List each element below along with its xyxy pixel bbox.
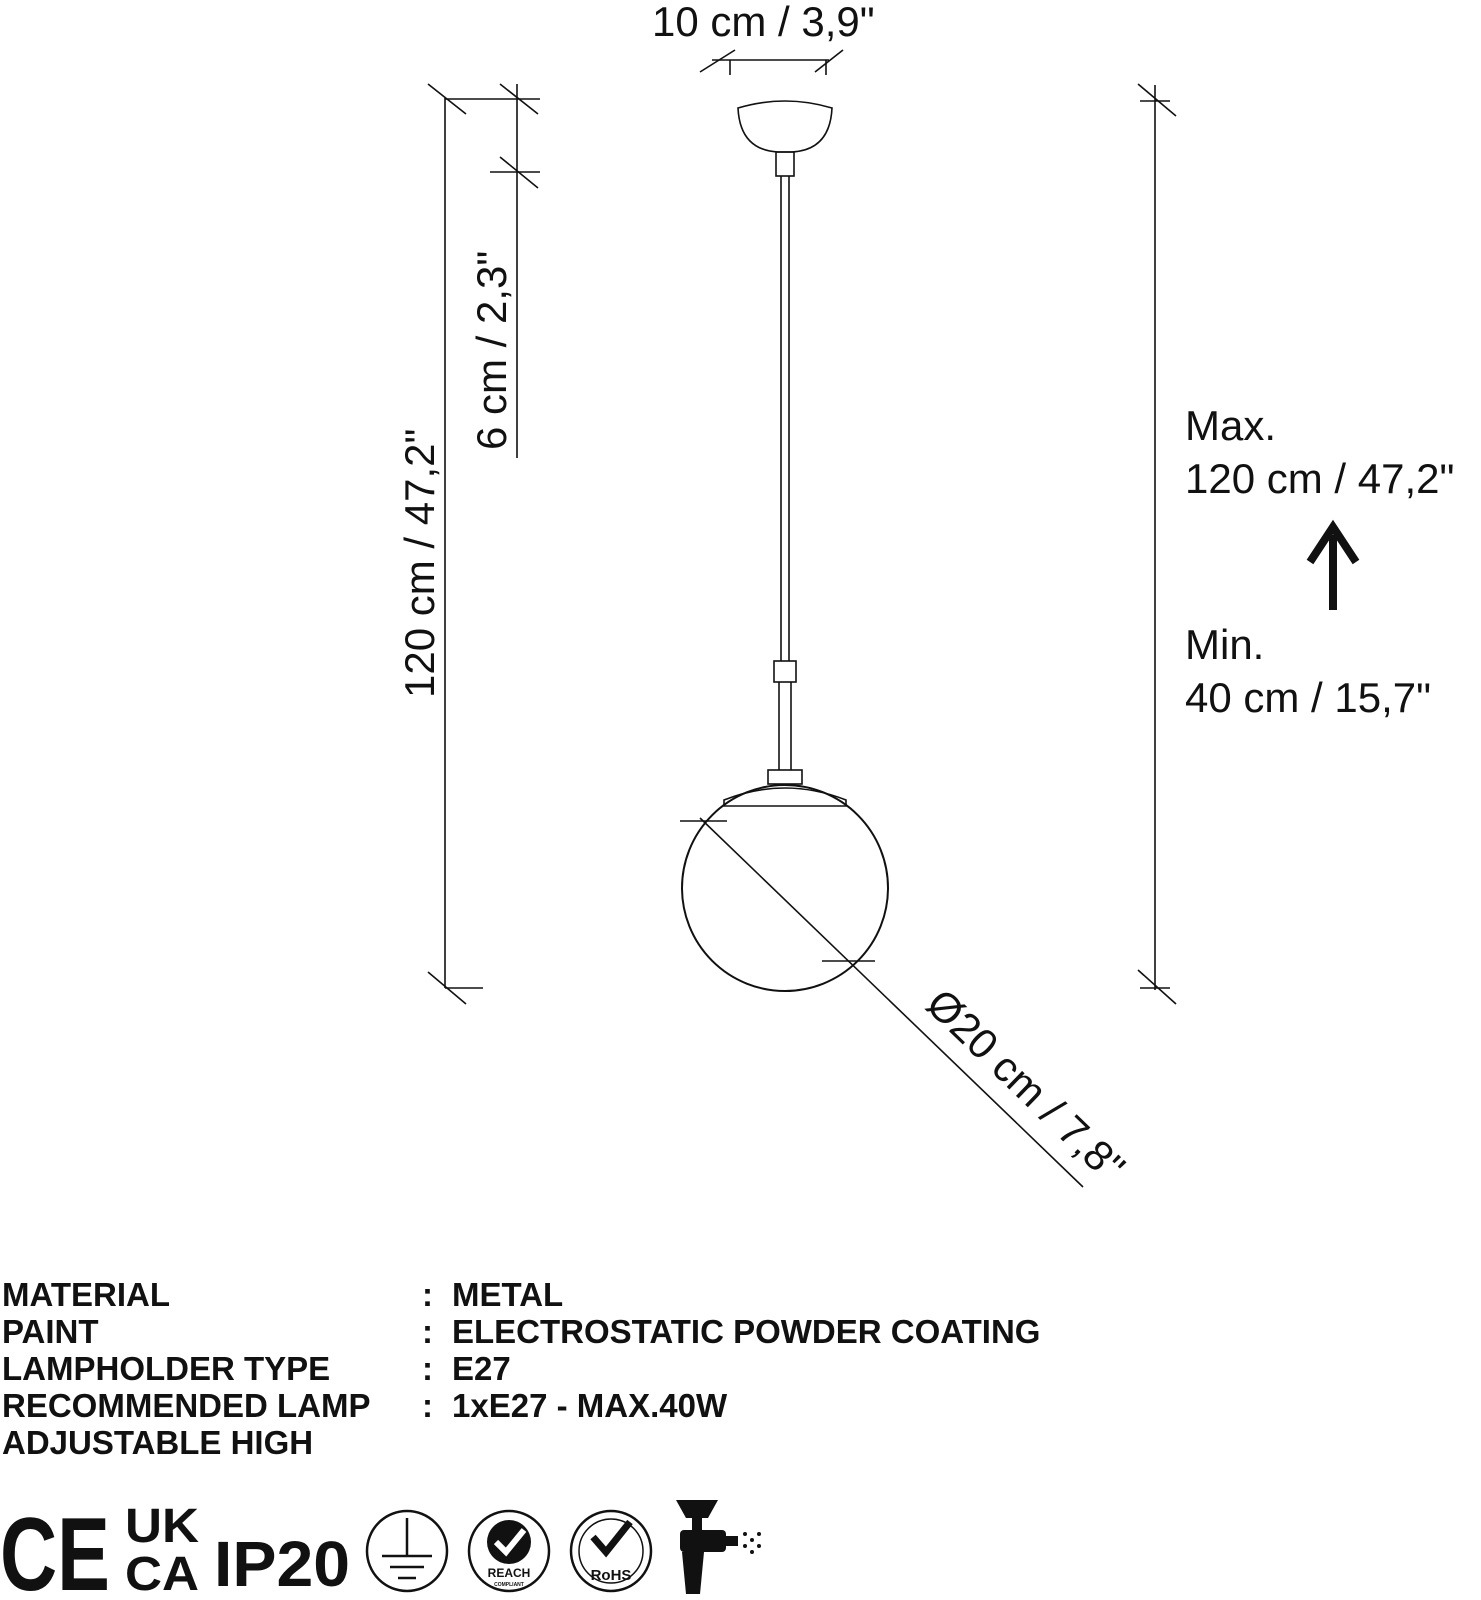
min-label: Min.	[1185, 621, 1265, 668]
spec-colon: :	[422, 1276, 433, 1313]
rohs-label: RoHS	[590, 1567, 632, 1584]
spec-row-paint	[2, 1313, 1040, 1350]
spec-label: LAMPHOLDER TYPE	[2, 1350, 331, 1387]
spec-colon: :	[422, 1313, 433, 1350]
top-width-label: 10 cm / 3,9"	[652, 0, 875, 45]
spec-row-recommended-lamp	[2, 1387, 1040, 1424]
ce-mark: CE	[0, 1497, 110, 1600]
lamp-holder	[768, 770, 802, 784]
diameter-line	[700, 818, 1083, 1187]
ip-rating: IP20	[214, 1528, 350, 1600]
spec-value: E27	[452, 1350, 511, 1387]
spec-label: PAINT	[2, 1313, 99, 1350]
spec-label: ADJUSTABLE HIGH	[2, 1424, 314, 1461]
reach-sub-label: COMPLIANT	[494, 1582, 524, 1588]
adjustable-height-tick-bottom	[1138, 970, 1176, 1004]
reach-label: REACH	[487, 1566, 531, 1580]
max-label: Max.	[1185, 402, 1277, 449]
spec-colon	[422, 1424, 452, 1461]
spec-label: RECOMMENDED LAMP	[2, 1387, 371, 1424]
spray-gun-icon	[676, 1500, 761, 1594]
max-value: 120 cm / 47,2"	[1185, 455, 1455, 502]
spec-row-adjustable	[2, 1424, 1040, 1461]
globe-gallery	[724, 788, 846, 806]
certification-row	[0, 1490, 780, 1600]
spec-value: 1xE27 - MAX.40W	[452, 1387, 728, 1424]
cord-grip	[776, 152, 794, 176]
min-value: 40 cm / 15,7"	[1185, 674, 1432, 721]
ukca-mark-top: UK	[125, 1500, 200, 1553]
spec-label: MATERIAL	[2, 1276, 171, 1313]
lamp-canopy	[738, 101, 832, 152]
total-height-label: 120 cm / 47,2"	[396, 428, 443, 698]
diameter-label: Ø20 cm / 7,8"	[917, 979, 1135, 1191]
cord-connector	[774, 661, 796, 682]
top-width-tick-right	[815, 50, 843, 72]
spec-row-lampholder	[2, 1350, 1040, 1387]
lamp-globe	[682, 785, 888, 991]
spec-value: METAL	[452, 1276, 564, 1313]
reach-check-icon	[469, 1511, 549, 1591]
spec-table	[2, 1276, 1040, 1461]
spec-colon: :	[422, 1350, 433, 1387]
canopy-height-label: 6 cm / 2,3"	[468, 250, 515, 450]
spec-value: ELECTROSTATIC POWDER COATING	[452, 1313, 1041, 1350]
adjustable-height-tick-top	[1138, 84, 1176, 116]
rohs-check-icon	[571, 1511, 651, 1591]
spec-colon: :	[422, 1387, 433, 1424]
arrow-up-icon	[1310, 527, 1356, 610]
ukca-mark-bottom: CA	[125, 1548, 199, 1600]
ground-symbol-icon	[367, 1511, 447, 1591]
spec-row-material	[2, 1276, 1040, 1313]
